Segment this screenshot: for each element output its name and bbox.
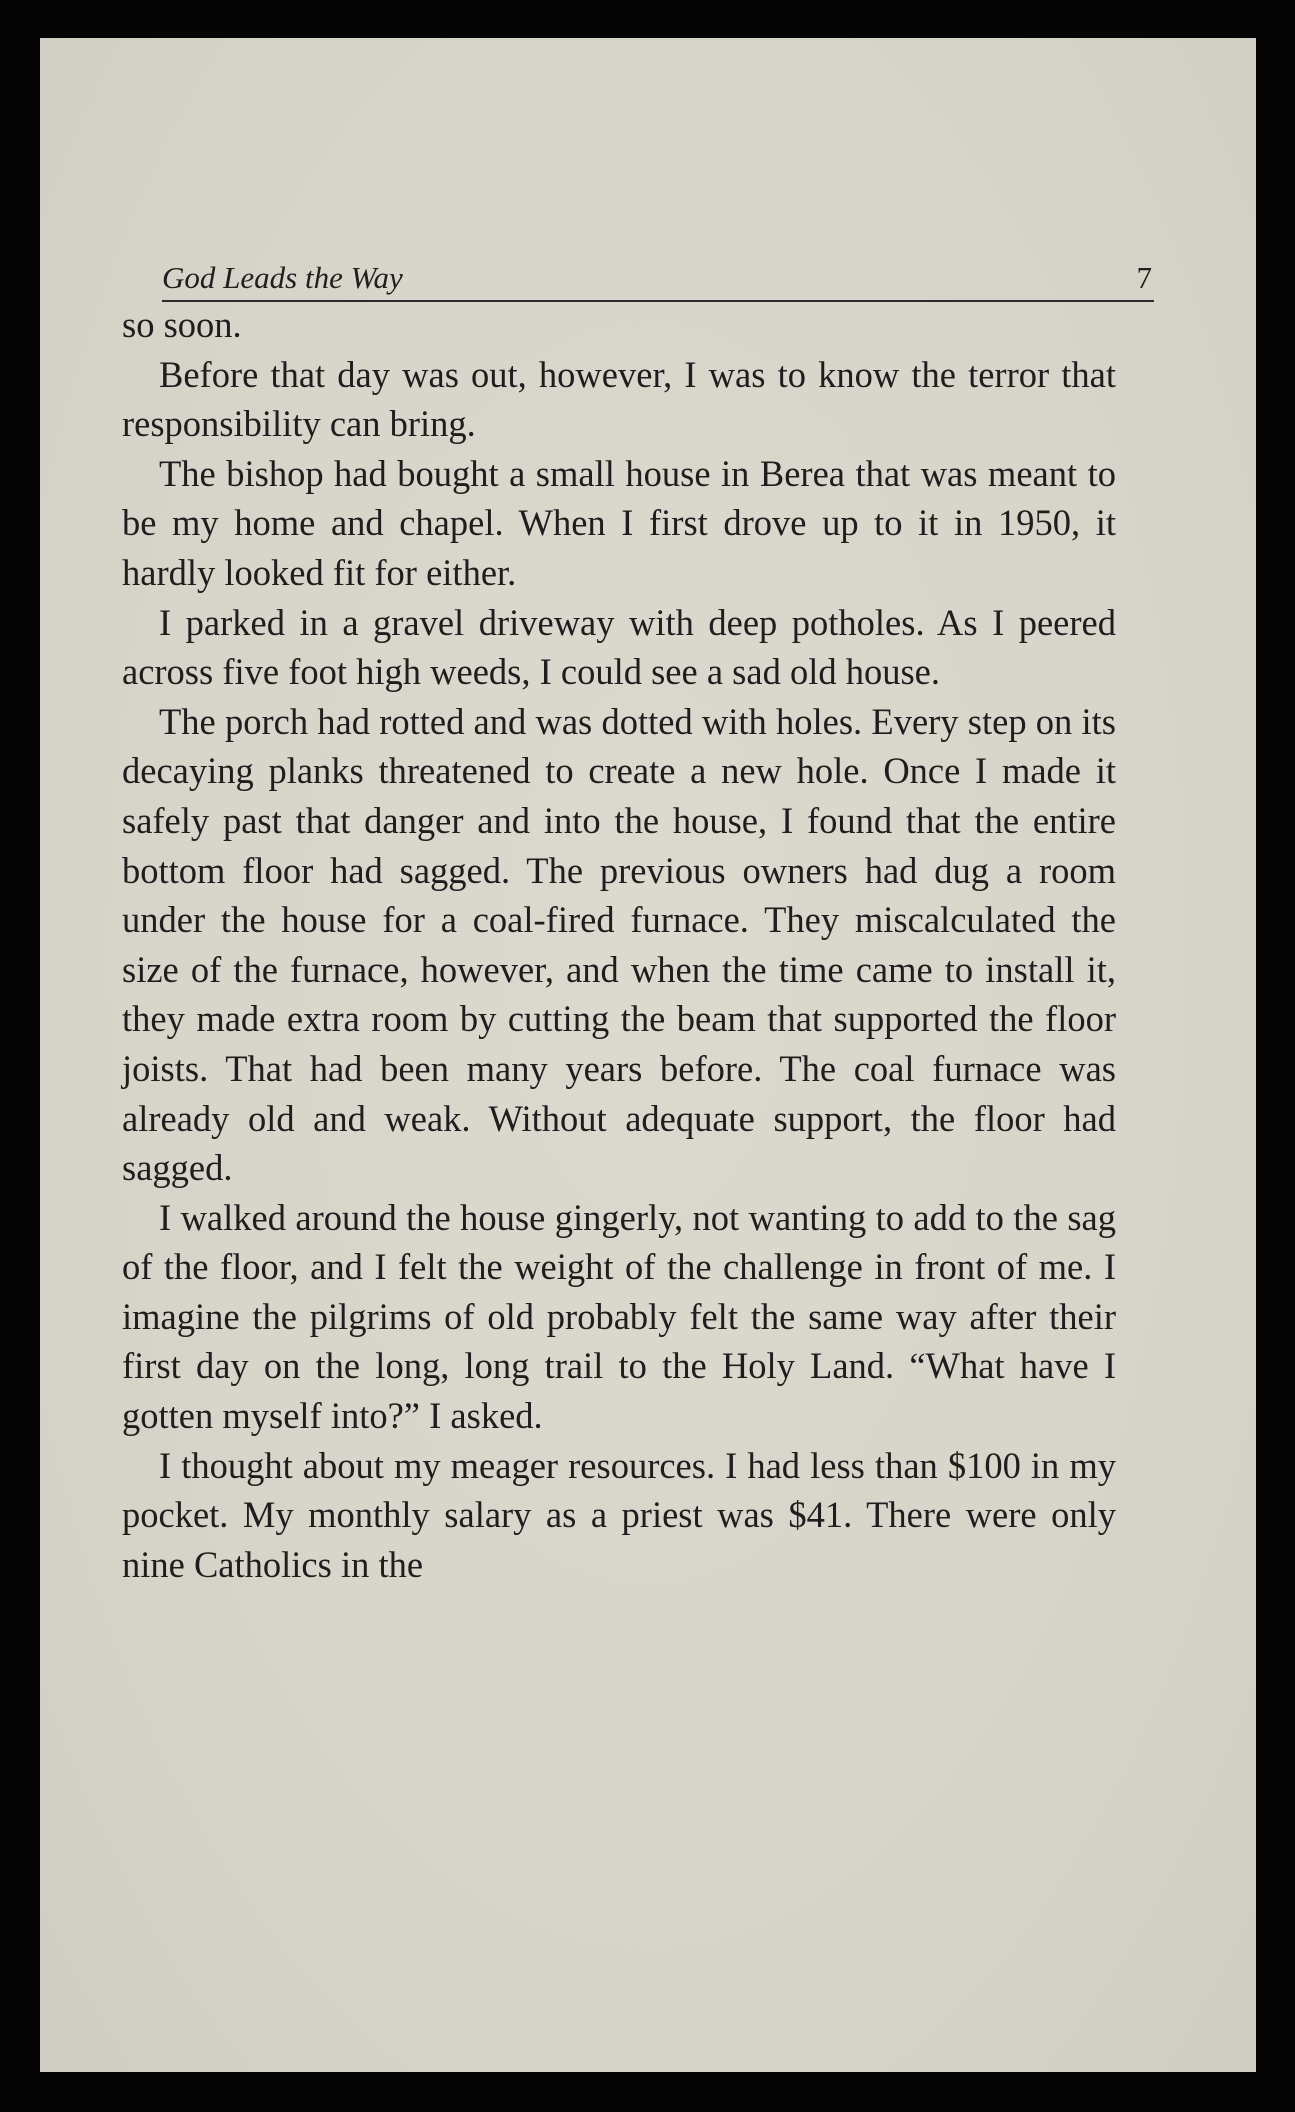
page-number: 7 bbox=[1136, 260, 1152, 295]
body-text bbox=[122, 300, 1116, 1589]
paragraph-7: I thought about my meager resources. I had less than $100 in my pocket. My monthly salary as a priest was $41. There were only nine Catholics in the bbox=[122, 1444, 1116, 1585]
paragraph-6: I walked around the house gingerly, not wanting to add to the sag of the floor, and I felt the weight of the challenge in front of me. I imagine the pilgrims of old probably felt the same way after their first day on the long, long trail to the Holy Land. “What have I gotten myself into?” I asked. bbox=[122, 1196, 1116, 1437]
paragraph-3: The bishop had bought a small house in Berea that was meant to be my home and chapel. When I first drove up to it in 1950, it hardly looked fit for either. bbox=[122, 452, 1116, 593]
paragraph-5: The porch had rotted and was dotted with holes. Every step on its decaying planks threatened to create a new hole. Once I made it safely past that danger and into the house, I found that the entire bottom floor had sagged. The previous owners had dug a room under the house for a coal-fired furnace. They miscalculated the size of the furnace, however, and when the time came to install it, they made extra room by cutting the beam that supported the floor joists. That had been many years before. The coal furnace was already old and weak. Without adequate support, the floor had sagged. bbox=[122, 700, 1116, 1189]
running-header bbox=[162, 260, 1154, 302]
paragraph-1: so soon. bbox=[122, 304, 242, 345]
paragraph-2: Before that day was out, however, I was to know the terror that responsibility can bring. bbox=[122, 353, 1116, 445]
paragraph-4: I parked in a gravel driveway with deep potholes. As I peered across five foot high weeds, I could see a sad old house. bbox=[122, 601, 1116, 693]
running-title: God Leads the Way bbox=[162, 260, 403, 295]
